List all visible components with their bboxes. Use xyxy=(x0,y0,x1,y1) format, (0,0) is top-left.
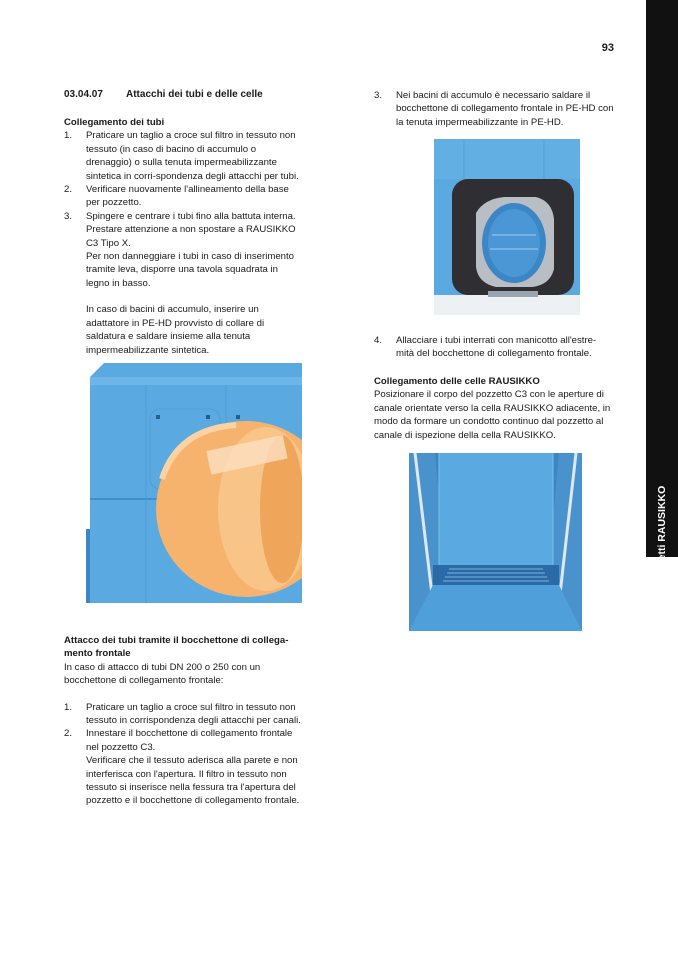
cell-connection-text: Posizionare il corpo del pozzetto C3 con le aperture di canale orientate verso la cella RAUSIKKO adiacente, in modo da formare un condotto continuo dal pozzetto al canale di ispezione della cella RAUSIKKO. xyxy=(374,389,611,441)
shaft-pipe-illustration xyxy=(86,359,302,603)
inspection-channel-photo xyxy=(409,453,582,631)
side-tab-label: Pozzetti RAUSIKKO xyxy=(656,485,668,585)
cell-connection-heading: Collegamento delle celle RAUSIKKO xyxy=(374,376,540,387)
right-steps-list-a xyxy=(374,89,614,129)
front-connector-intro: In caso di attacco di tubi DN 200 o 250 con un bocchettone di collegamento frontale: xyxy=(64,661,261,687)
storage-note: In caso di bacini di accumulo, inserire un adattatore in PE-HD provvisto di collare di saldatura e saldare insieme alla tenuta impermeabilizzante sintetica. xyxy=(86,304,265,356)
step2-note: Verificare che il tessuto aderisca alla parete e non interferisca con l'apertura. Il filtro in tessuto non tessuto si inserisce nella fessura tra l'apertura del pozzetto e il bocchettone di collegamento frontale. xyxy=(86,755,300,807)
right-step-3 xyxy=(374,89,614,129)
right-step-4 xyxy=(374,334,614,361)
step-text: Praticare un taglio a croce sul filtro in tessuto non tessuto (in caso di bacino di accumulo o drenaggio) o sulla tenuta impermeabilizzante sintetica in corri-spondenza degli attacchi per tubi. xyxy=(86,130,299,182)
pipe-connection-steps xyxy=(64,129,304,357)
step-text: Allacciare i tubi interrati con manicotto all'estre-mità del bocchettone di collegamento frontale. xyxy=(396,335,597,360)
page-number: 93 xyxy=(601,42,614,54)
section-number: 03.04.07 xyxy=(64,89,103,100)
step-text: Innestare il bocchettone di collegamento frontale nel pozzetto C3. xyxy=(86,728,293,753)
step-number: 2. xyxy=(64,184,73,196)
list-item xyxy=(64,183,304,210)
inspection-channel-illustration xyxy=(409,453,582,631)
pipe-connection-block xyxy=(64,116,304,357)
shaft-pipe-photo xyxy=(86,359,302,603)
section-heading xyxy=(64,89,304,100)
list-item xyxy=(64,210,304,357)
pipe-connection-heading: Collegamento dei tubi xyxy=(64,117,165,128)
list-item xyxy=(374,89,614,129)
list-item xyxy=(64,129,304,183)
list-item xyxy=(64,701,304,728)
front-connector-steps xyxy=(64,701,304,808)
side-tab xyxy=(646,0,678,585)
front-connector-heading: Attacco dei tubi tramite il bocchettone di collega-mento frontale xyxy=(64,635,289,660)
step-text: Praticare un taglio a croce sul filtro in tessuto non tessuto in corrispondenza degli attacchi per canali. xyxy=(86,701,301,727)
front-connector-photo xyxy=(434,139,580,315)
step3-note: Per non danneggiare i tubi in caso di inserimento tramite leva, disporre una tavola squadrata in legno in basso. xyxy=(86,251,294,289)
step-number: 2. xyxy=(64,728,73,740)
step-number: 3. xyxy=(64,210,73,222)
section-title: Attacchi dei tubi e delle celle xyxy=(126,89,263,100)
front-connector-illustration xyxy=(434,139,580,315)
step-number: 1. xyxy=(64,701,73,713)
cell-connection-block xyxy=(374,375,614,442)
step-text: Nei bacini di accumulo è necessario saldare il bocchettone di collegamento frontale in PE-HD con la tenuta impermeabilizzante in PE-HD. xyxy=(396,90,614,128)
front-connector-block xyxy=(64,634,304,808)
right-steps-list-b xyxy=(374,334,614,361)
list-item xyxy=(374,334,614,361)
step-number: 4. xyxy=(374,335,383,346)
list-item xyxy=(64,727,304,807)
step-text: Verificare nuovamente l'allineamento della base per pozzetto. xyxy=(86,184,289,209)
step-number: 1. xyxy=(64,130,73,142)
step-text: Spingere e centrare i tubi fino alla battuta interna. Prestare attenzione a non spostare a RAUSIKKO C3 Tipo X. xyxy=(86,210,296,249)
step-number: 3. xyxy=(374,90,383,101)
